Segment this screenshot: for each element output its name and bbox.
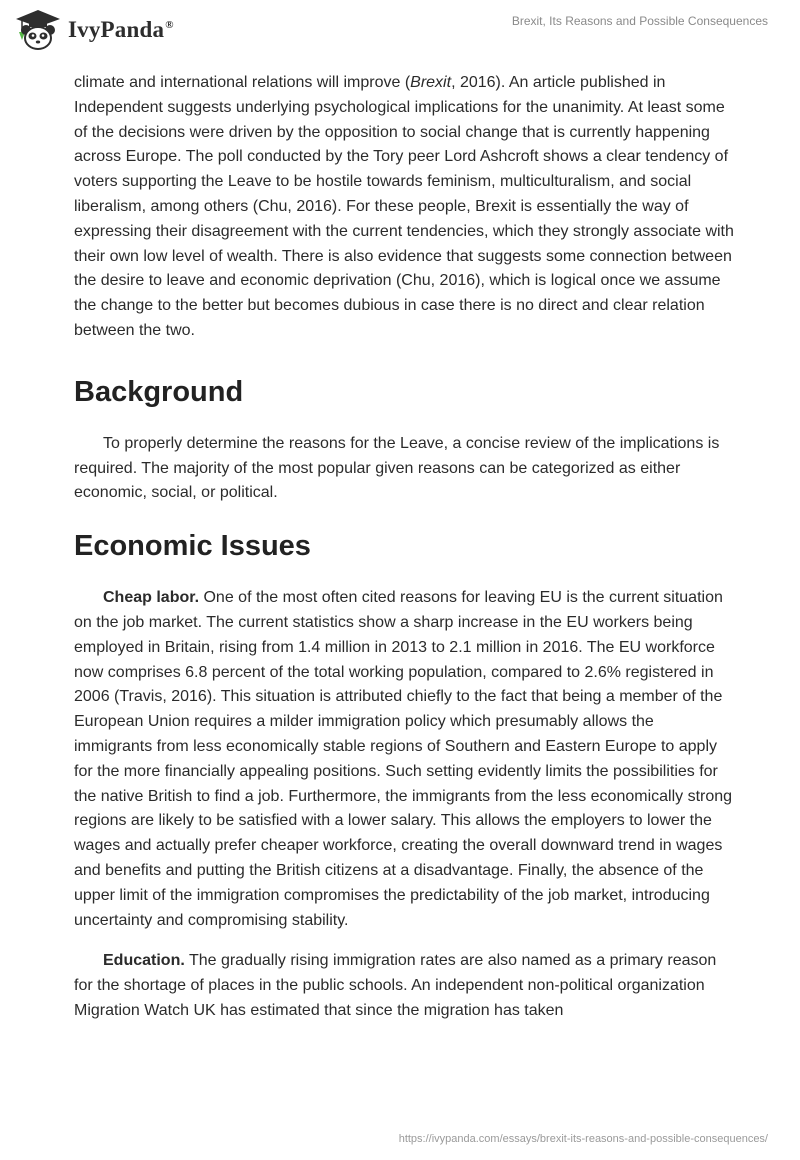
panda-graduation-cap-icon [14,8,62,52]
paragraph-intro [74,71,734,344]
brand-name: IvyPanda® [68,17,174,42]
paragraph-background: To properly determine the reasons for the Leave, a concise review of the implications is required. The majority of the most popular given reasons can be categorized as either economic, social, or political. [74,434,720,502]
heading-background: Background [74,375,244,408]
run-text: The gradually rising immigration rates are also named as a primary reason for the shortage of places in the public schools. An independent non-political organization Migration Watch UK has estimated that since the migration has taken [74,952,717,1019]
essay-content [74,71,734,1024]
run-text: , 2016). An article published in Independent suggests underlying psychological implications for the unanimity. At least some of the decisions were driven by the opposition to social change that is currently happening across Europe. The poll conducted by the Tory peer Lord Ashcroft shows a clear tendency of voters supporting the Leave to be hostile towards feminism, multiculturalism, and social liberalism, among others (Chu, 2016). For these people, Brexit is essentially the way of expressing their disagreement with the current tendencies, which they strongly associate with their own low level of wealth. There is also evidence that suggests some connection between the desire to leave and economic deprivation (Chu, 2016), which is logical once we assume the change to the better but becomes dubious in case there is no direct and clear relation between the two. [74,74,734,339]
run-text: One of the most often cited reasons for leaving EU is the current situation on the job market. The current statistics show a sharp increase in the EU workers being employed in Britain, rising from 1.4 million in 2013 to 2.1 million in 2016. The EU workforce now comprises 6.8 percent of the total working population, compared to 2.6% registered in 2006 (Travis, 2016). This situation is attributed chiefly to the fact that being a member of the European Union requires a milder immigration policy which presumably allows the immigrants from less economically stable regions of Southern and Eastern Europe to apply for the more financially appealing positions. Such setting evidently limits the possibilities for the native British to find a job. Furthermore, the immigrants from the less economically strong regions are likely to be satisfied with a lower salary. This allows the employers to lower the wages and actually prefer cheaper workforce, creating the overall downward trend in wages and benefits and putting the British citizens at a disadvantage. Finally, the absence of the upper limit of the immigration compromises the predictability of the job market, introducing uncertainty and compromising stability. [74,589,733,929]
paragraph-education [74,949,734,1023]
ivypanda-logo[interactable] [14,8,174,52]
run-text: climate and international relations will improve ( [74,74,411,91]
page-header [0,0,800,64]
run-italic: Brexit [410,74,452,91]
run-heading: Education. [103,952,185,970]
paragraph-cheap-labor [74,586,734,933]
document-title: Brexit, Its Reasons and Possible Consequences [511,14,768,28]
run-heading: Cheap labor. [103,589,200,607]
source-url[interactable]: https://ivypanda.com/essays/brexit-its-reasons-and-possible-consequences/ [398,1133,768,1145]
heading-economic-issues: Economic Issues [74,530,311,563]
